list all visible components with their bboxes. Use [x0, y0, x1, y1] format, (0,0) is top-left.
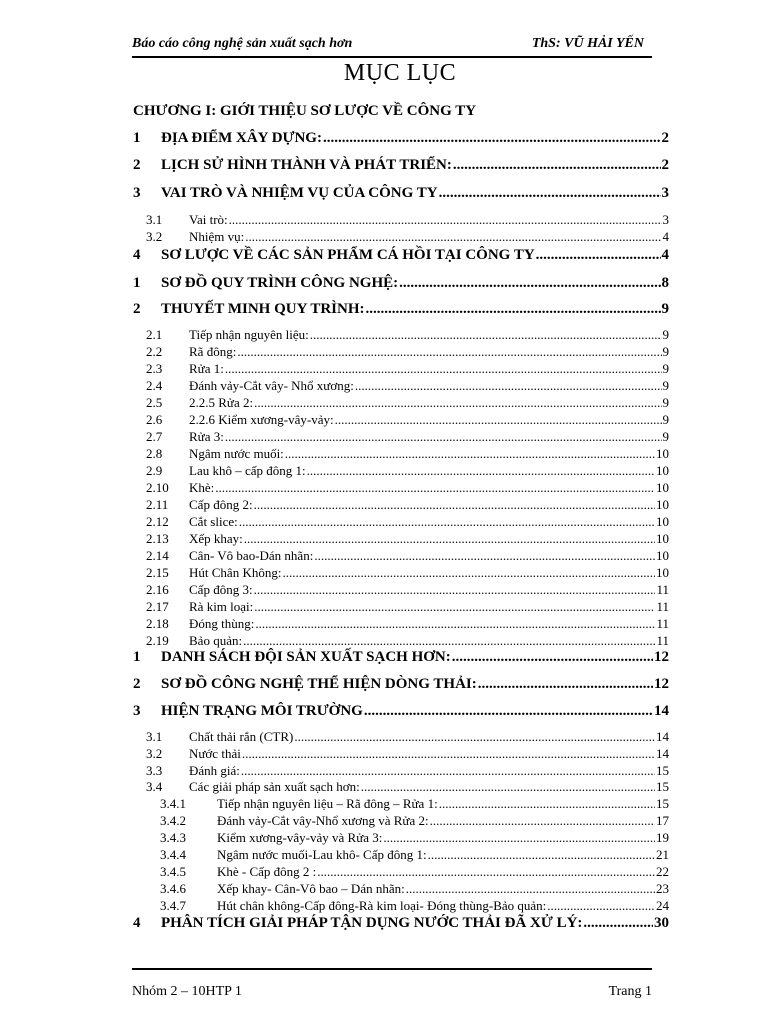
- toc-dot-leader: [307, 463, 655, 479]
- toc-entry-number: 2.6: [146, 412, 163, 427]
- toc-dot-leader: [399, 275, 660, 292]
- toc-entry[interactable]: [133, 130, 669, 150]
- header-author: ThS: VŨ HẢI YẾN: [531, 36, 644, 51]
- toc-dot-leader: [243, 633, 655, 649]
- toc-entry-text: Đóng thùng:: [189, 616, 255, 631]
- toc-entry-page: 11: [656, 616, 669, 631]
- toc-dot-leader: [254, 582, 656, 598]
- footer-page-number: Trang 1: [608, 984, 652, 999]
- toc-entry-page: 15: [656, 796, 669, 811]
- toc-entry-page: 8: [661, 275, 669, 291]
- page-header: [132, 36, 652, 58]
- toc-entry-text: 2.2.5 Rửa 2:: [189, 395, 254, 410]
- toc-entry-number: 2.11: [146, 497, 169, 512]
- toc-dot-leader: [355, 378, 662, 394]
- toc-entry-number: 1: [133, 275, 141, 291]
- toc-dot-leader: [229, 212, 662, 228]
- toc-entry-page: 9: [661, 301, 669, 317]
- toc-entry-number: 2: [133, 676, 141, 692]
- toc-entry-page: 11: [656, 599, 669, 614]
- toc-entry-number: 2.19: [146, 633, 169, 648]
- toc-entry-number: 3.3: [146, 763, 163, 778]
- toc-entry[interactable]: [146, 599, 669, 615]
- toc-dot-leader: [241, 763, 655, 779]
- toc-entry-text: DANH SÁCH ĐỘI SẢN XUẤT SẠCH HƠN:: [161, 649, 451, 665]
- toc-entry[interactable]: [146, 344, 669, 360]
- toc-entry-number: 3.4.2: [160, 813, 186, 828]
- toc-entry-text: Rã đông:: [189, 344, 237, 359]
- toc-entry[interactable]: [146, 327, 669, 343]
- toc-entry[interactable]: [146, 446, 669, 462]
- toc-dot-leader: [254, 395, 661, 411]
- toc-entry-page: 4: [662, 229, 669, 244]
- toc-entry-number: 2.16: [146, 582, 169, 597]
- toc-entry-number: 3.4.5: [160, 864, 186, 879]
- toc-entry-number: 3.4.3: [160, 830, 186, 845]
- toc-dot-leader: [383, 830, 655, 846]
- toc-entry[interactable]: [146, 779, 669, 795]
- toc-entry-page: 24: [656, 898, 669, 913]
- toc-entry-page: 19: [656, 830, 669, 845]
- toc-entry-number: 2.13: [146, 531, 169, 546]
- toc-dot-leader: [439, 185, 661, 202]
- toc-dot-leader: [245, 229, 661, 245]
- toc-entry-text: ĐỊA ĐIỂM XÂY DỰNG:: [161, 130, 322, 146]
- toc-dot-leader: [282, 565, 655, 581]
- toc-dot-leader: [225, 361, 662, 377]
- toc-entry[interactable]: [146, 412, 669, 428]
- toc-dot-leader: [244, 531, 655, 547]
- toc-entry-page: 10: [656, 565, 669, 580]
- toc-entry-text: Vai trò:: [189, 212, 228, 227]
- toc-dot-leader: [583, 915, 653, 932]
- toc-entry-page: 12: [654, 649, 669, 665]
- toc-entry-page: 3: [661, 185, 669, 201]
- toc-entry-number: 2.17: [146, 599, 169, 614]
- toc-entry-page: 2: [661, 157, 669, 173]
- toc-entry-page: 12: [654, 676, 669, 692]
- toc-entry-text: SƠ LƯỢC VỀ CÁC SẢN PHẨM CÁ HỒI TẠI CÔNG TY: [161, 247, 535, 263]
- toc-entry-page: 9: [662, 327, 669, 342]
- toc-entry-text: Chất thải rắn (CTR): [189, 729, 294, 744]
- toc-entry-text: THUYẾT MINH QUY TRÌNH:: [161, 301, 365, 317]
- toc-entry[interactable]: [160, 830, 669, 846]
- toc-entry-number: 2.12: [146, 514, 169, 529]
- toc-entry-page: 14: [656, 746, 669, 761]
- toc-dot-leader: [225, 429, 662, 445]
- toc-dot-leader: [314, 548, 655, 564]
- toc-entry-text: Khè:: [189, 480, 215, 495]
- toc-entry-number: 1: [133, 130, 141, 146]
- toc-entry[interactable]: [160, 898, 669, 914]
- toc-dot-leader: [361, 779, 655, 795]
- toc-entry[interactable]: [160, 881, 669, 897]
- toc-entry-text: Cấp đông 3:: [189, 582, 253, 597]
- toc-entry-page: 10: [656, 446, 669, 461]
- toc-entry-page: 17: [656, 813, 669, 828]
- toc-entry[interactable]: [160, 864, 669, 880]
- toc-entry[interactable]: [146, 616, 669, 632]
- toc-dot-leader: [366, 301, 661, 318]
- toc-entry-text: Rửa 3:: [189, 429, 224, 444]
- toc-entry[interactable]: [133, 676, 669, 696]
- toc-entry[interactable]: [146, 729, 669, 745]
- toc-entry[interactable]: [133, 247, 669, 267]
- toc-entry-number: 3.4: [146, 779, 163, 794]
- toc-entry-text: Lau khô – cấp đông 1:: [189, 463, 306, 478]
- toc-entry-page: 10: [656, 531, 669, 546]
- toc-dot-leader: [536, 247, 661, 264]
- toc-entry[interactable]: [133, 275, 669, 295]
- toc-entry-number: 3.4.7: [160, 898, 186, 913]
- toc-entry-number: 2.1: [146, 327, 163, 342]
- toc-entry[interactable]: [133, 703, 669, 723]
- toc-entry-text: Tiếp nhận nguyên liệu:: [189, 327, 309, 342]
- toc-entry-page: 9: [662, 361, 669, 376]
- toc-dot-leader: [439, 796, 655, 812]
- toc-dot-leader: [452, 649, 653, 666]
- toc-entry-number: 2.10: [146, 480, 169, 495]
- toc-entry[interactable]: [160, 813, 669, 829]
- toc-entry-number: 3.1: [146, 729, 163, 744]
- toc-entry[interactable]: [146, 531, 669, 547]
- toc-entry-text: Hút Chân Không:: [189, 565, 282, 580]
- toc-entry-number: 4: [133, 247, 141, 263]
- toc-entry-number: 3.4.4: [160, 847, 186, 862]
- toc-dot-leader: [335, 412, 662, 428]
- toc-entry-page: 30: [654, 915, 669, 931]
- toc-dot-leader: [254, 497, 655, 513]
- toc-entry-number: 2.5: [146, 395, 163, 410]
- page-footer: [132, 968, 652, 999]
- toc-entry-text: Khè - Cấp đông 2 :: [217, 864, 317, 879]
- toc-dot-leader: [237, 344, 661, 360]
- toc-entry[interactable]: [133, 915, 669, 935]
- toc-dot-leader: [242, 746, 655, 762]
- toc-entry-number: 3: [133, 185, 141, 201]
- toc-entry-page: 14: [654, 703, 669, 719]
- toc-entry[interactable]: [133, 157, 669, 177]
- toc-entry-text: Đánh vảy-Cắt vây-Nhổ xương và Rửa 2:: [217, 813, 429, 828]
- toc-entry-page: 3: [662, 212, 669, 227]
- toc-entry[interactable]: [146, 565, 669, 581]
- toc-dot-leader: [478, 676, 653, 693]
- toc-entry-text: 2.2.6 Kiểm xương-vây-vảy:: [189, 412, 334, 427]
- toc-entry-page: 9: [662, 378, 669, 393]
- toc-entry-text: Các giải pháp sản xuất sạch hơn:: [189, 779, 360, 794]
- toc-entry[interactable]: [146, 229, 669, 245]
- toc-entry-text: Đánh vảy-Cắt vây- Nhổ xương:: [189, 378, 354, 393]
- toc-dot-leader: [364, 703, 653, 720]
- toc-entry-text: Cân- Vô bao-Dán nhãn:: [189, 548, 314, 563]
- toc-dot-leader: [239, 514, 655, 530]
- toc-entry-page: 4: [661, 247, 669, 263]
- toc-entry[interactable]: [146, 514, 669, 530]
- toc-entry[interactable]: [146, 746, 669, 762]
- toc-entry[interactable]: [146, 212, 669, 228]
- toc-entry-text: Rửa 1:: [189, 361, 224, 376]
- toc-entry[interactable]: [160, 847, 669, 863]
- header-report-title: Báo cáo công nghệ sản xuất sạch hơn: [132, 36, 353, 51]
- toc-entry[interactable]: [146, 463, 669, 479]
- toc-entry-text: Nhiệm vụ:: [189, 229, 245, 244]
- toc-entry[interactable]: [133, 301, 669, 321]
- toc-entry-text: Bảo quản:: [189, 633, 243, 648]
- toc-entry-page: 22: [656, 864, 669, 879]
- chapter-heading: CHƯƠNG I: GIỚI THIỆU SƠ LƯỢC VỀ CÔNG TY: [133, 103, 477, 119]
- toc-dot-leader: [254, 599, 655, 615]
- toc-entry[interactable]: [146, 378, 669, 394]
- toc-entry[interactable]: [146, 480, 669, 496]
- toc-entry-number: 2: [133, 157, 141, 173]
- toc-dot-leader: [310, 327, 662, 343]
- toc-entry-number: 2.9: [146, 463, 163, 478]
- toc-entry[interactable]: [146, 497, 669, 513]
- toc-title: MỤC LỤC: [343, 60, 457, 86]
- toc-entry-page: 15: [656, 779, 669, 794]
- toc-entry-text: Xếp khay:: [189, 531, 243, 546]
- toc-dot-leader: [430, 813, 655, 829]
- toc-entry-number: 4: [133, 915, 141, 931]
- toc-entry-page: 10: [656, 480, 669, 495]
- toc-entry-page: 10: [656, 548, 669, 563]
- toc-entry-page: 9: [662, 429, 669, 444]
- toc-entry-text: PHÂN TÍCH GIẢI PHÁP TẬN DỤNG NƯỚC THẢI ĐÃ XỬ LÝ:: [161, 915, 583, 931]
- toc-entry[interactable]: [146, 582, 669, 598]
- toc-entry-text: Cấp đông 2:: [189, 497, 253, 512]
- toc-entry-text: Ngâm nước muối:: [189, 446, 284, 461]
- toc-entry-page: 9: [662, 344, 669, 359]
- toc-entry-page: 15: [656, 763, 669, 778]
- toc-entry-number: 2: [133, 301, 141, 317]
- toc-entry-number: 3.2: [146, 229, 163, 244]
- toc-dot-leader: [453, 157, 661, 174]
- toc-entry-text: Nước thải: [189, 746, 241, 761]
- toc-entry-text: Cắt slice:: [189, 514, 238, 529]
- toc-dot-leader: [428, 847, 655, 863]
- toc-entry-number: 2.18: [146, 616, 169, 631]
- toc-dot-leader: [547, 898, 655, 914]
- toc-entry-page: 10: [656, 514, 669, 529]
- toc-entry[interactable]: [146, 395, 669, 411]
- toc-entry[interactable]: [146, 429, 669, 445]
- toc-dot-leader: [406, 881, 655, 897]
- toc-entry-page: 14: [656, 729, 669, 744]
- toc-entry-text: SƠ ĐỒ QUY TRÌNH CÔNG NGHỆ:: [161, 275, 399, 291]
- toc-entry-number: 3.4.1: [160, 796, 186, 811]
- toc-entry-page: 21: [656, 847, 669, 862]
- toc-dot-leader: [323, 130, 661, 147]
- toc-entry-text: VAI TRÒ VÀ NHIỆM VỤ CỦA CÔNG TY: [161, 185, 438, 201]
- toc-entry-number: 1: [133, 649, 141, 665]
- toc-entry-number: 2.14: [146, 548, 169, 563]
- toc-entry-number: 2.8: [146, 446, 163, 461]
- toc-dot-leader: [215, 480, 655, 496]
- toc-entry[interactable]: [146, 548, 669, 564]
- toc-entry-page: 23: [656, 881, 669, 896]
- toc-entry-text: SƠ ĐỒ CÔNG NGHỆ THỂ HIỆN DÒNG THẢI:: [161, 676, 477, 692]
- toc-entry-text: Rà kim loại:: [189, 599, 254, 614]
- footer-group: Nhóm 2 – 10HTP 1: [132, 984, 242, 999]
- toc-entry-number: 3.4.6: [160, 881, 186, 896]
- toc-entry-text: HIỆN TRẠNG MÔI TRƯỜNG: [161, 703, 363, 719]
- toc-entry-text: Kiểm xương-vây-vảy và Rửa 3:: [217, 830, 383, 845]
- toc-entry-page: 10: [656, 497, 669, 512]
- toc-entry-page: 9: [662, 412, 669, 427]
- toc-dot-leader: [294, 729, 655, 745]
- toc-entry-page: 11: [656, 582, 669, 597]
- toc-entry[interactable]: [146, 633, 669, 649]
- toc-entry-text: Tiếp nhận nguyên liệu – Rã đông – Rửa 1:: [217, 796, 438, 811]
- toc-dot-leader: [285, 446, 655, 462]
- toc-entry-number: 2.4: [146, 378, 163, 393]
- toc-entry[interactable]: [133, 649, 669, 669]
- toc-entry-page: 11: [656, 633, 669, 648]
- toc-entry-number: 2.7: [146, 429, 163, 444]
- toc-dot-leader: [255, 616, 655, 632]
- toc-entry-text: Xếp khay- Cân-Vô bao – Dán nhãn:: [217, 881, 405, 896]
- toc-dot-leader: [317, 864, 655, 880]
- toc-entry-number: 2.2: [146, 344, 163, 359]
- toc-entry-number: 3: [133, 703, 141, 719]
- toc-entry[interactable]: [146, 763, 669, 779]
- toc-entry-text: Hút chân không-Cấp đông-Rà kim loại- Đóng thùng-Bảo quản:: [217, 898, 547, 913]
- toc-entry-text: Đánh giá:: [189, 763, 240, 778]
- toc-entry[interactable]: [133, 185, 669, 205]
- toc-entry-number: 3.1: [146, 212, 163, 227]
- toc-entry-number: 2.3: [146, 361, 163, 376]
- toc-entry-page: 2: [661, 130, 669, 146]
- toc-entry[interactable]: [160, 796, 669, 812]
- toc-entry-number: 3.2: [146, 746, 163, 761]
- toc-entry-text: LỊCH SỬ HÌNH THÀNH VÀ PHÁT TRIỂN:: [161, 157, 452, 173]
- toc-entry-text: Ngâm nước muối-Lau khô- Cấp đông 1:: [217, 847, 427, 862]
- toc-entry-page: 9: [662, 395, 669, 410]
- toc-entry[interactable]: [146, 361, 669, 377]
- toc-entry-number: 2.15: [146, 565, 169, 580]
- toc-entry-page: 10: [656, 463, 669, 478]
